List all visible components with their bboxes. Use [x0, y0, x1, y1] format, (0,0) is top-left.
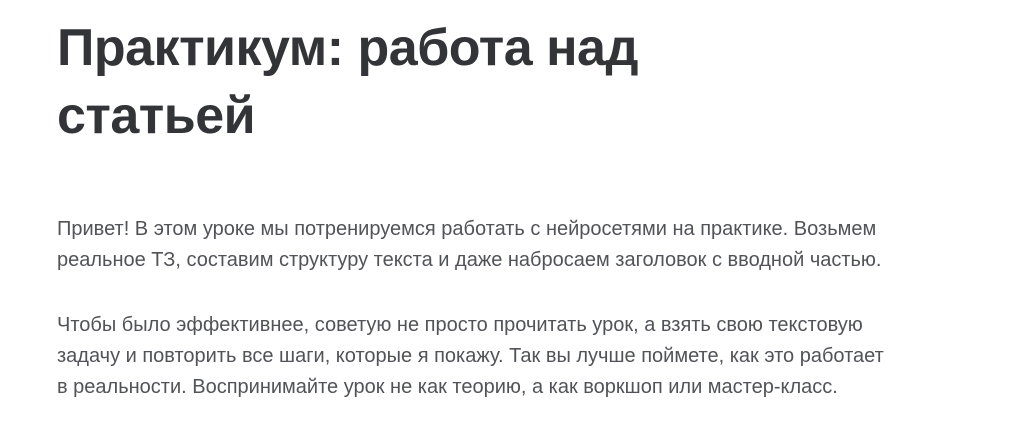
advice-paragraph-line-1: Чтобы было эффективнее, советую не просто прочитать урок, а взять свою текстовую	[57, 314, 863, 336]
advice-paragraph-line-3: в реальности. Воспринимайте урок не как теорию, а как воркшоп или мастер-класс.	[57, 376, 838, 398]
page-title-line-2: статьей	[57, 87, 256, 145]
advice-paragraph	[57, 310, 984, 403]
intro-paragraph-line-2: реальное ТЗ, составим структуру текста и даже набросаем заголовок с вводной частью.	[57, 249, 882, 271]
intro-paragraph	[57, 214, 984, 276]
page-title	[57, 14, 984, 150]
intro-paragraph-line-1: Привет! В этом уроке мы потренируемся работать с нейросетями на практике. Возьмем	[57, 218, 877, 240]
lesson-page	[0, 14, 1024, 442]
lesson-content	[0, 14, 1024, 403]
advice-paragraph-line-2: задачу и повторить все шаги, которые я покажу. Так вы лучше поймете, как это работает	[57, 345, 884, 367]
page-title-line-1: Практикум: работа над	[57, 19, 638, 77]
